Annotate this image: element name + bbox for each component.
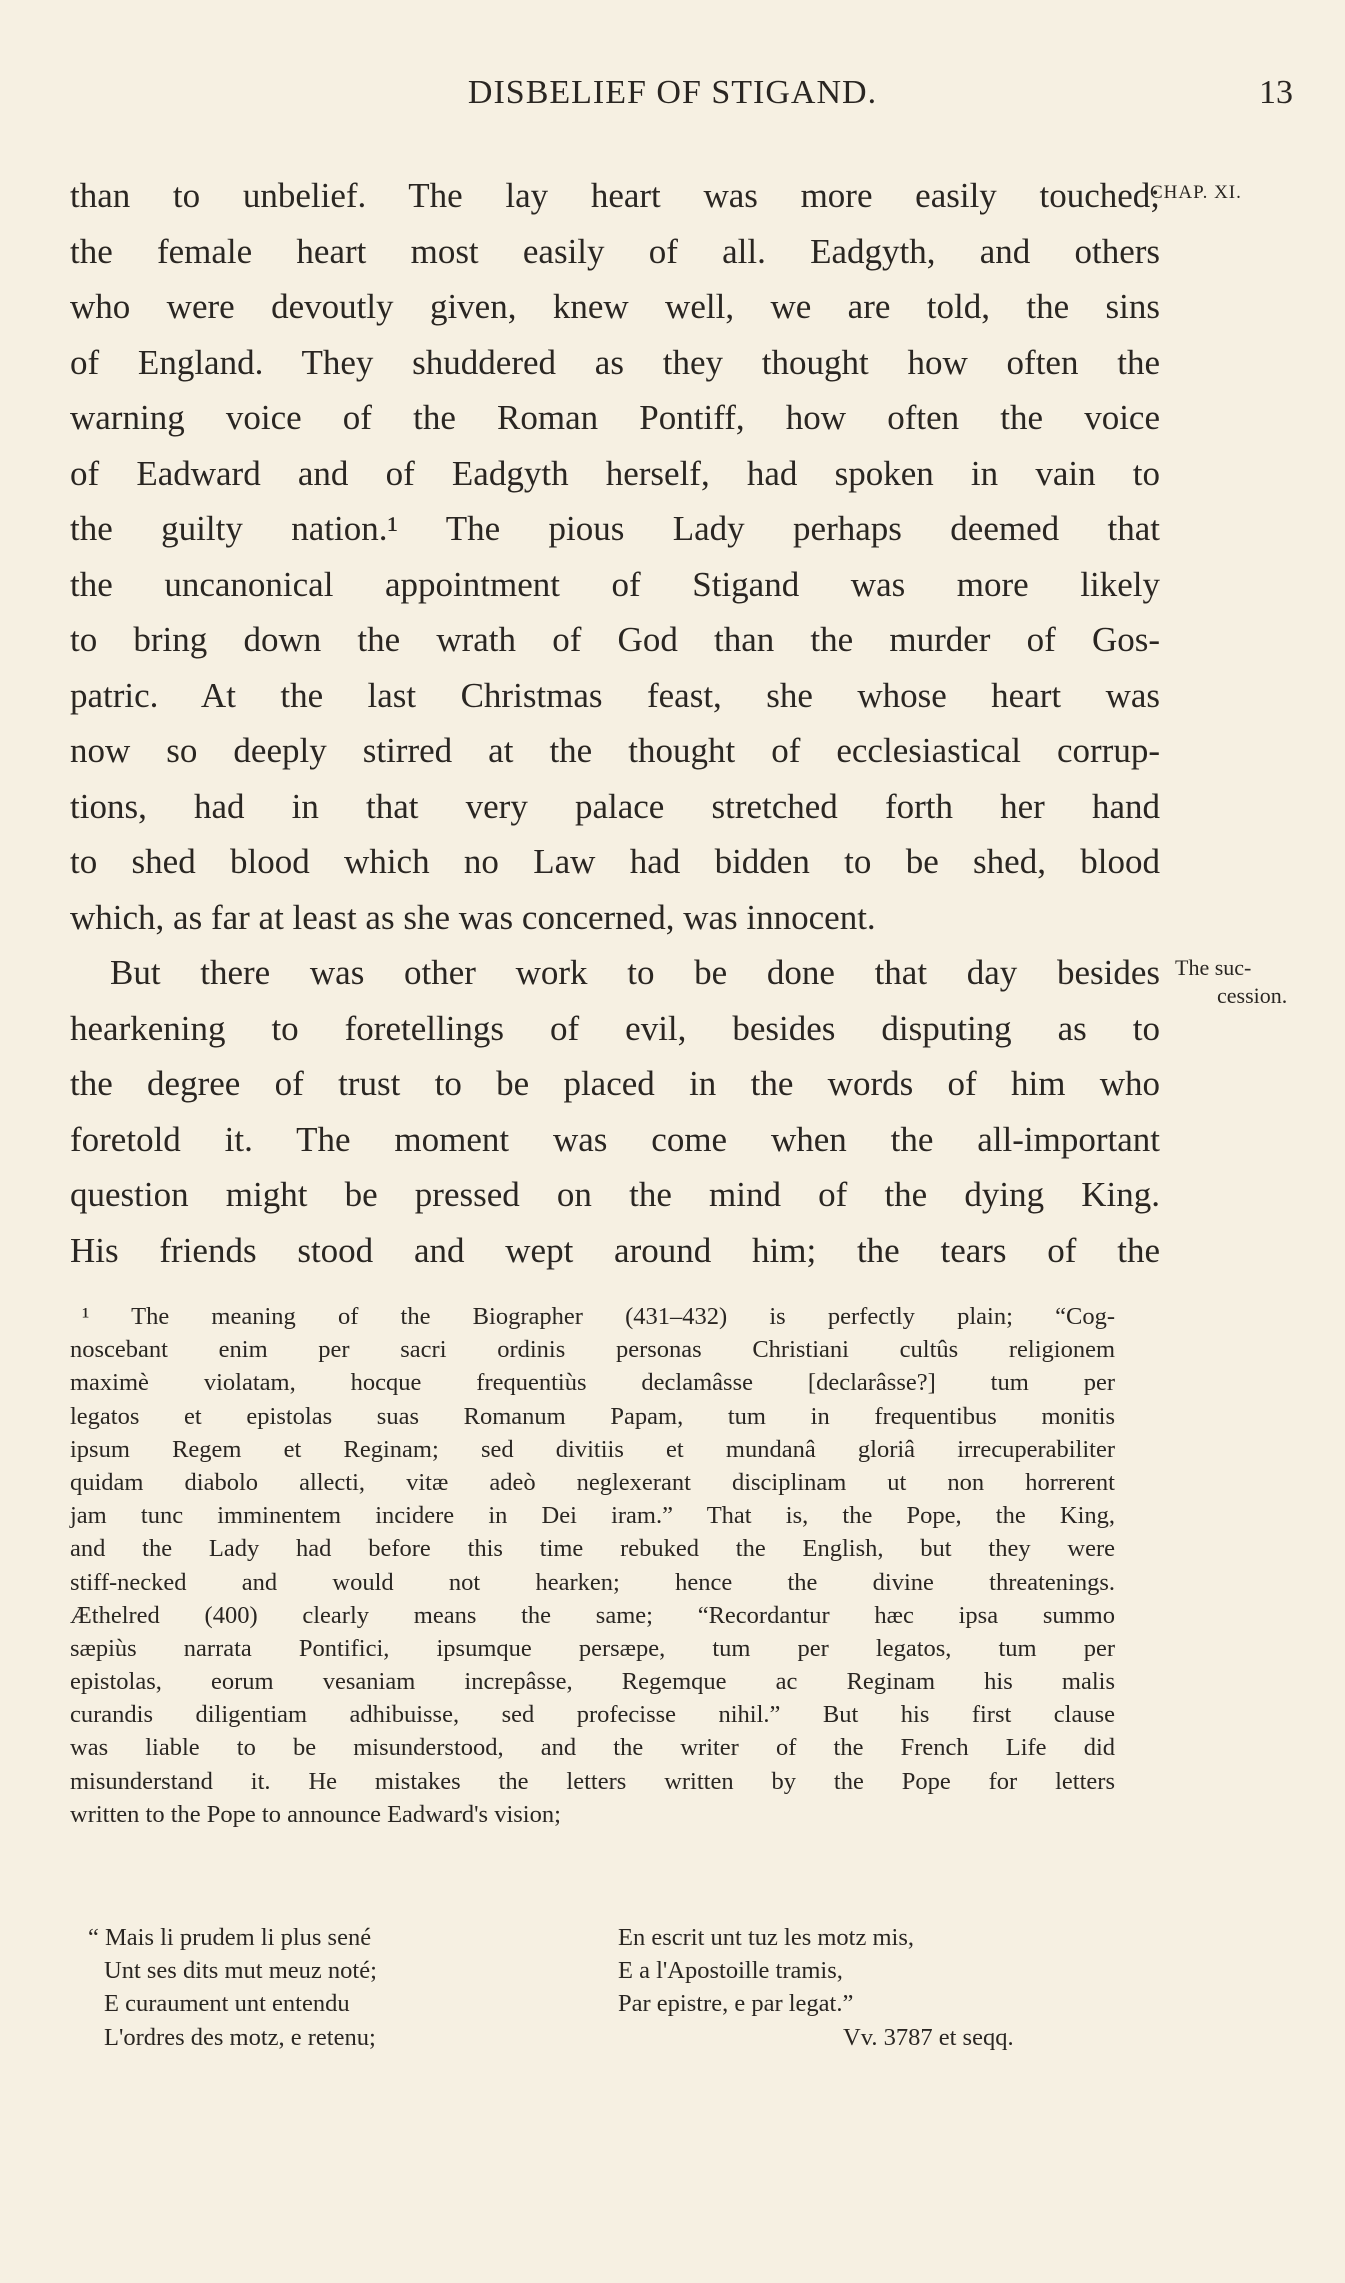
running-title: DISBELIEF OF STIGAND. xyxy=(467,74,878,111)
verse-row xyxy=(88,1987,1118,2020)
footnote-line: and the Lady had before this time rebuked the English, but they were xyxy=(70,1535,1115,1563)
verse-right-line: Par epistre, e par legat.” xyxy=(618,1990,854,2018)
footnote-line: noscebant enim per sacri ordinis personas Christiani cultûs religionem xyxy=(70,1336,1115,1364)
body-line: the uncanonical appointment of Stigand was more likely xyxy=(70,564,1160,604)
footnote-line: stiff-necked and would not hearken; hence the divine threatenings. xyxy=(70,1568,1115,1596)
footnote-line: was liable to be misunderstood, and the writer of the French Life did xyxy=(70,1734,1115,1762)
verse-left-line: Unt ses dits mut meuz noté; xyxy=(104,1957,377,1985)
verse-left-line: E curaument unt entendu xyxy=(104,1990,350,2018)
footnote-line: curandis diligentiam adhibuisse, sed profecisse nihil.” But his first clause xyxy=(70,1701,1115,1729)
margin-note-chapter: CHAP. XI. xyxy=(1150,182,1242,203)
body-line: But there was other work to be done that day besides xyxy=(110,953,1160,992)
page-number: 13 xyxy=(1259,74,1293,111)
body-line: the degree of trust to be placed in the words of him who xyxy=(70,1064,1160,1103)
verse-row xyxy=(88,2021,1118,2054)
margin-note-succession-1: The suc- xyxy=(1175,955,1252,980)
footnote-line: epistolas, eorum vesaniam increpâsse, Regemque ac Reginam his malis xyxy=(70,1668,1115,1696)
verse-quotation xyxy=(88,1921,1118,2054)
body-line: to bring down the wrath of God than the murder of Gos- xyxy=(70,620,1160,659)
footnote-line: Æthelred (400) clearly means the same; “Recordantur hæc ipsa summo xyxy=(70,1601,1115,1629)
body-line: the female heart most easily of all. Eadgyth, and others xyxy=(70,231,1160,271)
body-line: of Eadward and of Eadgyth herself, had spoken in vain to xyxy=(70,453,1160,493)
body-line: the guilty nation.¹ The pious Lady perhaps deemed that xyxy=(70,509,1160,548)
verse-left-line: L'ordres des motz, e retenu; xyxy=(104,2023,376,2051)
verse-row xyxy=(88,1954,1118,1987)
body-line: which, as far at least as she was concerned, was innocent. xyxy=(70,897,876,937)
verse-left-line: “ Mais li prudem li plus sené xyxy=(88,1924,372,1951)
body-line: of England. They shuddered as they thought how often the xyxy=(70,342,1160,382)
body-line: His friends stood and wept around him; the tears of the xyxy=(70,1230,1160,1270)
footnote-line: misunderstand it. He mistakes the letters written by the Pope for letters xyxy=(70,1767,1115,1795)
footnote-line: written to the Pope to announce Eadward's vision; xyxy=(70,1800,561,1828)
footnote-line: legatos et epistolas suas Romanum Papam, tum in frequentibus monitis xyxy=(70,1402,1115,1430)
body-line: to shed blood which no Law had bidden to be shed, blood xyxy=(70,842,1160,881)
verse-right-line: En escrit unt tuz les motz mis, xyxy=(618,1924,914,1951)
body-line: tions, had in that very palace stretched forth her hand xyxy=(70,786,1160,826)
verse-row xyxy=(88,1921,1118,1954)
page-header xyxy=(0,72,1345,122)
footnote-line: ipsum Regem et Reginam; sed divitiis et mundanâ gloriâ irrecuperabiliter xyxy=(70,1435,1115,1463)
body-line: hearkening to foretellings of evil, besides disputing as to xyxy=(70,1008,1160,1048)
footnotes xyxy=(70,1300,1115,1831)
body-text xyxy=(70,168,1160,1278)
margin-note-succession-2: cession. xyxy=(1217,983,1288,1008)
verse-reference: Vv. 3787 et seqq. xyxy=(843,2023,1014,2051)
footnote-line: maximè violatam, hocque frequentiùs declamâsse [declarâsse?] tum per xyxy=(70,1369,1115,1397)
body-line: foretold it. The moment was come when the all-important xyxy=(70,1119,1160,1159)
body-line: than to unbelief. The lay heart was more easily touched; xyxy=(70,176,1160,215)
footnote-line: jam tunc imminentem incidere in Dei iram.” That is, the Pope, the King, xyxy=(70,1502,1115,1530)
footnote-line: sæpiùs narrata Pontifici, ipsumque persæpe, tum per legatos, tum per xyxy=(70,1634,1115,1662)
body-line: patric. At the last Christmas feast, she whose heart was xyxy=(70,675,1160,715)
body-line: question might be pressed on the mind of the dying King. xyxy=(70,1175,1160,1214)
body-line: now so deeply stirred at the thought of ecclesiastical corrup- xyxy=(70,731,1160,770)
verse-right-line: E a l'Apostoille tramis, xyxy=(618,1957,843,1985)
body-line: who were devoutly given, knew well, we are told, the sins xyxy=(70,287,1160,326)
footnote-line: ¹ The meaning of the Biographer (431–432) is perfectly plain; “Cog- xyxy=(82,1303,1115,1330)
body-line: warning voice of the Roman Pontiff, how often the voice xyxy=(70,398,1160,437)
footnote-line: quidam diabolo allecti, vitæ adeò neglexerant disciplinam ut non horrerent xyxy=(70,1468,1115,1496)
